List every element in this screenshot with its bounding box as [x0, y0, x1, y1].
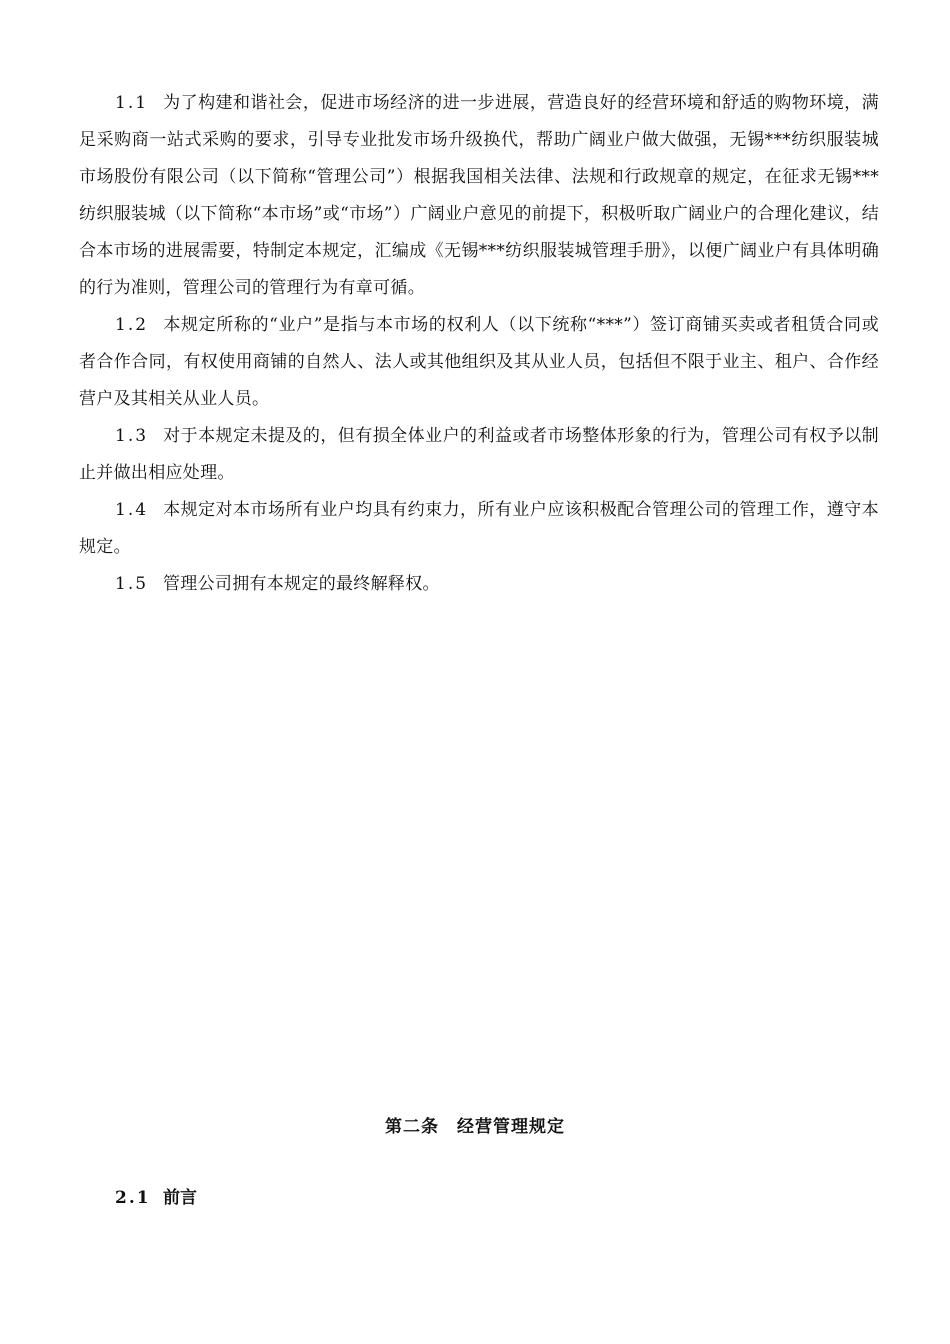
paragraph-1-4 [79, 492, 879, 566]
paragraph-text: 本规定所称的“业户”是指与本市场的权利人（以下统称“***”）签订商铺买卖或者租赁合同或者合作合同，有权使用商铺的自然人、法人或其他组织及其从业人员，包括但不限于业主、租户、合作经营户及其相关从业人员。 [79, 315, 879, 409]
paragraph-1-1 [79, 85, 879, 307]
paragraph-number: 1.4 [115, 500, 149, 520]
paragraph-text: 对于本规定未提及的，但有损全体业户的利益或者市场整体形象的行为，管理公司有权予以制止并做出相应处理。 [79, 426, 879, 483]
section-title: 前言 [163, 1188, 197, 1208]
section-number: 2.1 [115, 1188, 151, 1208]
paragraph-1-5 [79, 566, 879, 603]
paragraph-text: 本规定对本市场所有业户均具有约束力，所有业户应该积极配合管理公司的管理工作，遵守本规定。 [79, 500, 879, 557]
paragraph-number: 1.1 [115, 93, 149, 113]
paragraph-number: 1.5 [115, 574, 149, 594]
chapter-heading: 第二条 经营管理规定 [385, 1117, 565, 1137]
paragraph-1-2 [79, 307, 879, 418]
paragraph-1-3 [79, 418, 879, 492]
article-one-body [79, 85, 879, 603]
paragraph-text: 管理公司拥有本规定的最终解释权。 [163, 574, 440, 594]
paragraph-text: 为了构建和谐社会，促进市场经济的进一步进展，营造良好的经营环境和舒适的购物环境，满足采购商一站式采购的要求，引导专业批发市场升级换代，帮助广阔业户做大做强，无锡***纺织服装城市场股份有限公司（以下简称“管理公司”）根据我国相关法律、法规和行政规章的规定，在征求无锡***纺织服装城（以下简称“本市场”或“市场”）广阔业户意见的前提下，积极听取广阔业户的合理化建议，结合本市场的进展需要，特制定本规定，汇编成《无锡***纺织服装城管理手册》，以便广阔业户有具体明确的行为准则，管理公司的管理行为有章可循。 [79, 93, 879, 298]
paragraph-number: 1.3 [115, 426, 149, 446]
paragraph-number: 1.2 [115, 315, 149, 335]
section-heading [115, 1183, 197, 1208]
